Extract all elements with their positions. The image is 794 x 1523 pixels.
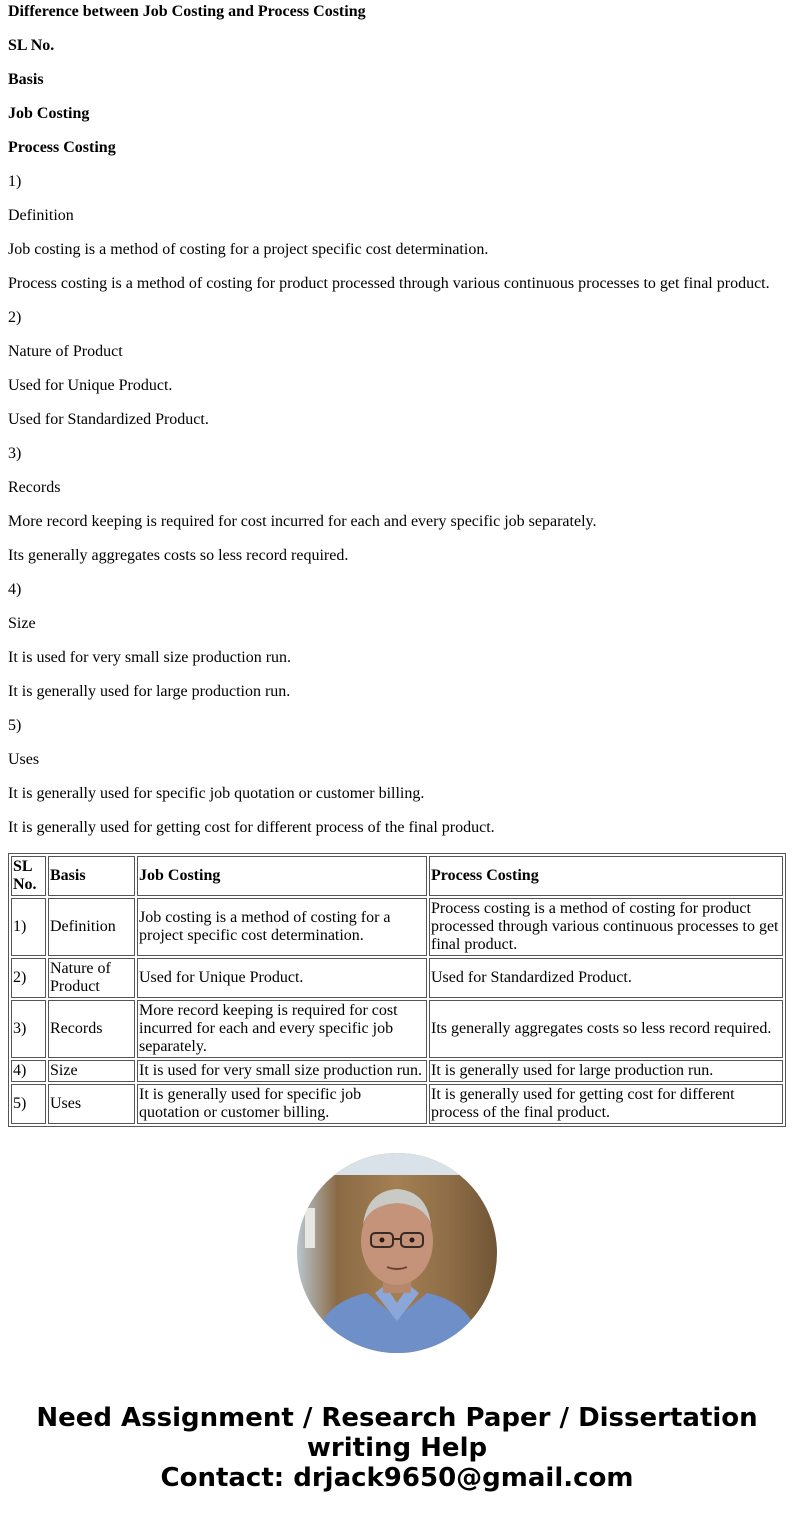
- row5-basis-text: Uses: [8, 751, 40, 768]
- promo-line-2: writing Help: [306, 1433, 488, 1463]
- cell-job: Job costing is a method of costing for a project specific cost determination.: [137, 898, 427, 956]
- row3-job-text: More record keeping is required for cost incurred for each and every specific job separately.: [8, 513, 597, 530]
- cell-basis: Nature of Product: [48, 958, 135, 998]
- promo-block: [0, 1403, 794, 1493]
- row3-process-text: Its generally aggregates costs so less record required.: [8, 547, 349, 564]
- cell-basis: Uses: [48, 1084, 135, 1124]
- row4-job-text: It is used for very small size production run.: [8, 649, 292, 666]
- cell-sl: 5): [11, 1084, 46, 1124]
- th-sl: SL No.: [11, 856, 46, 896]
- header-job-text: Job Costing: [8, 105, 90, 122]
- row5-process-text: It is generally used for getting cost for different process of the final product.: [8, 819, 495, 836]
- row3-basis-text: Records: [8, 479, 61, 496]
- row2-process-text: Used for Standardized Product.: [8, 411, 209, 428]
- cell-job: More record keeping is required for cost incurred for each and every specific job separately.: [137, 1000, 427, 1058]
- table-header-row: [11, 856, 783, 896]
- row4-process-text: It is generally used for large production run.: [8, 683, 291, 700]
- cell-sl: 2): [11, 958, 46, 998]
- table-row: [11, 1060, 783, 1082]
- table-row: [11, 1000, 783, 1058]
- th-basis: Basis: [48, 856, 135, 896]
- row2-sl-text: 2): [8, 309, 22, 326]
- cell-process: Process costing is a method of costing for product processed through various continuous processes to get final product.: [429, 898, 783, 956]
- cell-sl: 3): [11, 1000, 46, 1058]
- cell-basis: Definition: [48, 898, 135, 956]
- row4-sl-text: 4): [8, 581, 22, 598]
- comparison-table: [8, 853, 786, 1127]
- row5-sl-text: 5): [8, 717, 22, 734]
- cell-job: Used for Unique Product.: [137, 958, 427, 998]
- row5-job-text: It is generally used for specific job quotation or customer billing.: [8, 785, 425, 802]
- cell-process: Its generally aggregates costs so less record required.: [429, 1000, 783, 1058]
- row4-basis-text: Size: [8, 615, 36, 632]
- cell-sl: 1): [11, 898, 46, 956]
- table-row: [11, 1084, 783, 1124]
- promo-line-1: Need Assignment / Research Paper / Dissertation: [36, 1403, 758, 1433]
- header-sl-text: SL No.: [8, 37, 55, 54]
- row1-basis-text: Definition: [8, 207, 74, 224]
- cell-basis: Records: [48, 1000, 135, 1058]
- cell-job: It is generally used for specific job quotation or customer billing.: [137, 1084, 427, 1124]
- cell-process: It is generally used for getting cost for different process of the final product.: [429, 1084, 783, 1124]
- promo-contact[interactable]: Contact: drjack9650@gmail.com: [160, 1463, 634, 1493]
- header-basis-text: Basis: [8, 71, 44, 88]
- table-row: [11, 898, 783, 956]
- row2-basis-text: Nature of Product: [8, 343, 123, 360]
- page-title: Difference between Job Costing and Process Costing: [8, 3, 366, 20]
- cell-process: Used for Standardized Product.: [429, 958, 783, 998]
- cell-process: It is generally used for large production run.: [429, 1060, 783, 1082]
- cell-sl: 4): [11, 1060, 46, 1082]
- row1-job-text: Job costing is a method of costing for a project specific cost determination.: [8, 241, 489, 258]
- header-process-text: Process Costing: [8, 139, 116, 156]
- cell-job: It is used for very small size production run.: [137, 1060, 427, 1082]
- row2-job-text: Used for Unique Product.: [8, 377, 173, 394]
- row1-process-text: Process costing is a method of costing for product processed through various continuous processes to get final product.: [8, 275, 770, 292]
- avatar: [297, 1153, 497, 1353]
- cell-basis: Size: [48, 1060, 135, 1082]
- row1-sl-text: 1): [8, 173, 22, 190]
- th-job: Job Costing: [137, 856, 427, 896]
- table-row: [11, 958, 783, 998]
- th-process: Process Costing: [429, 856, 783, 896]
- row3-sl-text: 3): [8, 445, 22, 462]
